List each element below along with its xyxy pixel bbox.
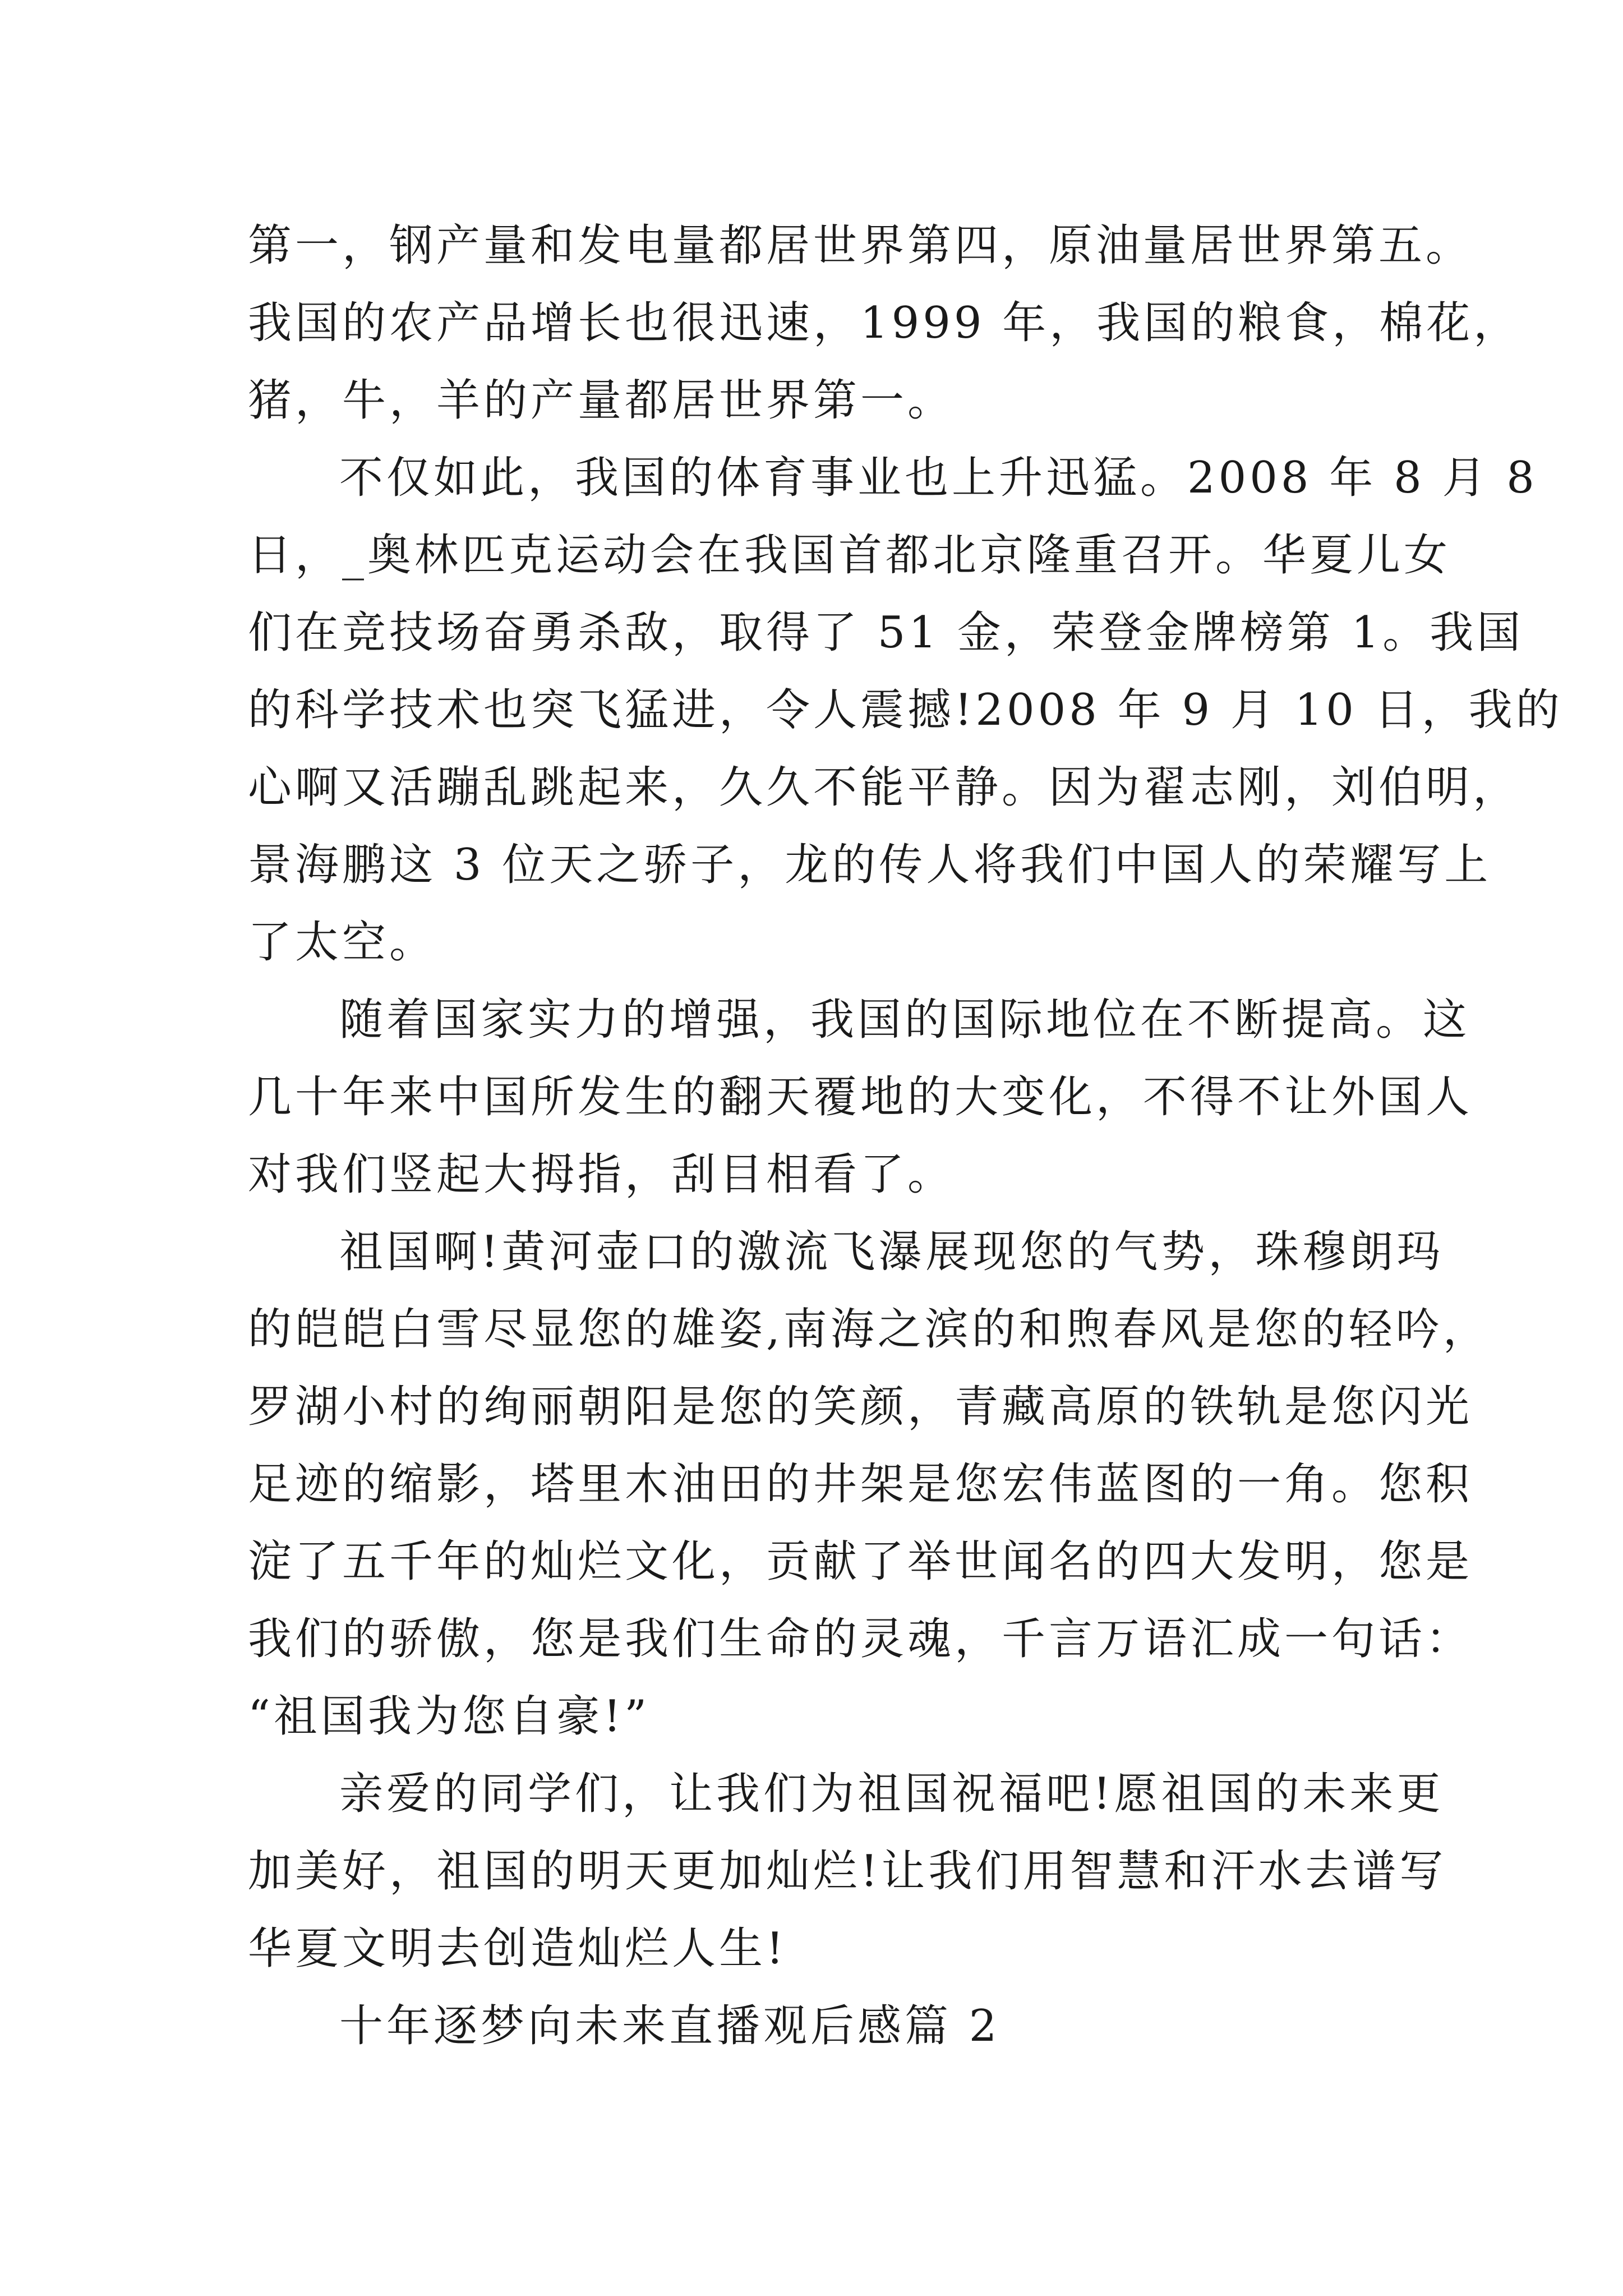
text-line: 足迹的缩影，塔里木油田的井架是您宏伟蓝图的一角。您积: [248, 1459, 1473, 1510]
text-line: 我国的农产品增长也很迅速，1999 年，我国的粮食，棉花，: [248, 298, 1521, 348]
text-line: 第一，钢产量和发电量都居世界第四，原油量居世界第五。: [248, 220, 1473, 271]
text-line: 心啊又活蹦乱跳起来，久久不能平静。因为翟志刚，刘伯明，: [248, 762, 1520, 813]
text-line: “祖国我为您自豪!”: [248, 1691, 651, 1742]
text-line: 我们的骄傲，您是我们生命的灵魂，千言万语汇成一句话：: [248, 1614, 1473, 1664]
text-line: 们在竞技场奋勇杀敌，取得了 51 金，荣登金牌榜第 1。我国: [248, 608, 1524, 658]
text-line: 几十年来中国所发生的翻天覆地的大变化，不得不让外国人: [248, 1072, 1473, 1122]
text-line: 华夏文明去创造灿烂人生!: [248, 1924, 787, 1974]
paragraph-first-line: 祖国啊!黄河壶口的激流飞瀑展现您的气势，珠穆朗玛: [339, 1227, 1444, 1277]
text-line: 加美好，祖国的明天更加灿烂!让我们用智慧和汗水去谱写: [248, 1846, 1447, 1897]
text-line: 的皑皑白雪尽显您的雄姿,南海之滨的和煦春风是您的轻吟，: [248, 1304, 1490, 1355]
text-line: 景海鹏这 3 位天之骄子，龙的传人将我们中国人的荣耀写上: [248, 840, 1492, 890]
section-heading: 十年逐梦向未来直播观后感篇 2: [339, 2001, 1000, 2051]
paragraph-first-line: 随着国家实力的增强，我国的国际地位在不断提高。这: [339, 995, 1470, 1045]
paragraph-first-line: 不仅如此，我国的体育事业也上升迅猛。2008 年 8 月 8: [339, 453, 1538, 503]
text-line: 的科学技术也突飞猛进，令人震撼!2008 年 9 月 10 日，我的: [248, 685, 1563, 735]
text-line: 猪，牛，羊的产量都居世界第一。: [248, 375, 955, 426]
text-line: 罗湖小村的绚丽朝阳是您的笑颜，青藏高原的铁轨是您闪光: [248, 1382, 1473, 1432]
text-line: 了太空。: [248, 917, 437, 968]
text-line: 日，_奥林匹克运动会在我国首都北京隆重召开。华夏儿女: [248, 530, 1451, 581]
text-line: 淀了五千年的灿烂文化，贡献了举世闻名的四大发明，您是: [248, 1536, 1473, 1587]
paragraph-first-line: 亲爱的同学们，让我们为祖国祝福吧!愿祖国的未来更: [339, 1769, 1444, 1819]
text-line: 对我们竖起大拇指，刮目相看了。: [248, 1149, 955, 1200]
